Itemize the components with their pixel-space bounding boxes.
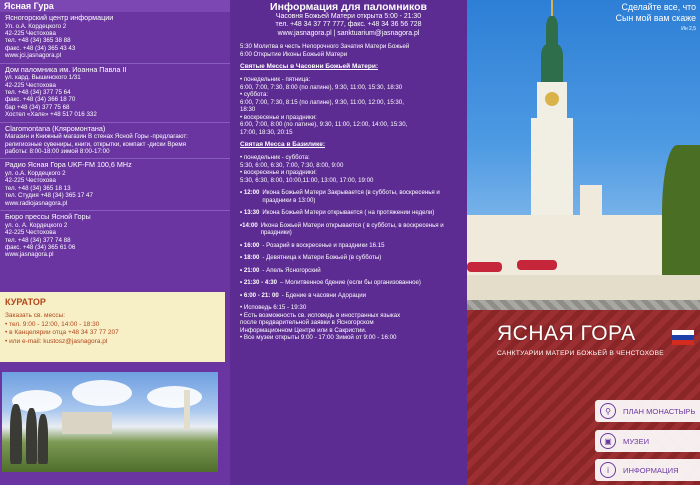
schedule-item <box>230 222 467 237</box>
footer-line: после предварительной заявки в Ясногорском <box>240 319 374 327</box>
flag-stripe <box>672 340 694 345</box>
museum-icon: ▣ <box>600 433 616 449</box>
footer-line: • Все музеи открыты 9:00 - 17:00 Зимой от 9:00 - 16:00 <box>240 334 397 342</box>
kurator-title: КУРАТОР <box>5 297 46 307</box>
quote-reference: Ин 2,5 <box>681 26 696 32</box>
contact-line: 42-225 Честохова <box>5 30 56 37</box>
schedule-item <box>230 189 467 204</box>
schedule-text: - Розарий в воскресенье и праздники 16.15 <box>262 241 385 249</box>
contact-line: тел. +48 (34) 377 75 64 <box>5 89 71 97</box>
intro-line: 5:30 Молитва в честь Непорочного Зачатия Матери Божьей <box>240 43 410 51</box>
tower-clock <box>545 92 559 106</box>
contact-line: ул. кард. Вышинского 1/31 <box>5 74 81 82</box>
footer-line: • Есть возможность св. исповедь в иностранных языках <box>240 311 401 319</box>
schedule-text: Икона Божьей Матери открывается ( на протяжении недели) <box>262 209 435 217</box>
contact-line: факс. +48 (34) 366 18 70 <box>5 96 76 104</box>
flower-bed <box>467 262 502 272</box>
mass-line: 17:00, 18:30, 20:15 <box>240 128 293 136</box>
statue <box>26 408 37 464</box>
statue <box>38 414 48 464</box>
contact-line: Хостел «Хале» +48 517 016 332 <box>5 111 97 119</box>
contact-link[interactable]: www.jci.jasnagora.pl <box>5 52 62 60</box>
schedule-item <box>230 209 467 217</box>
information-button[interactable] <box>595 459 700 481</box>
contact-line: тел. +48 (34) 365 18 13 <box>5 184 71 192</box>
contact-block-claromontana <box>0 123 230 156</box>
quote-line: Сделайте все, что <box>621 2 696 12</box>
mass-line: 18:30 <box>240 106 256 114</box>
schedule-item <box>230 279 467 287</box>
contact-line: тел. +48 (34) 377 74 88 <box>5 236 71 244</box>
contact-title: Ясногорский центр информации <box>5 13 114 22</box>
pilgrim-info-panel <box>230 0 467 485</box>
cloud <box>147 386 202 408</box>
contact-line: 42-225 Честохова <box>5 81 56 89</box>
contact-title: Claromontana (Кляромонтана) <box>5 123 106 133</box>
statue <box>10 404 22 464</box>
schedule-item <box>230 242 467 250</box>
button-label: ПЛАН МОНАСТЫРЬ <box>623 406 696 416</box>
schedule-time: • 21:00 <box>240 266 260 274</box>
contact-line: 42-225 Честохова <box>5 177 56 185</box>
button-label: ИНФОРМАЦИЯ <box>623 465 679 475</box>
basilica-masses-heading: Святая Месса в Базилике: <box>240 141 326 149</box>
schedule-time: • 16:00 <box>240 241 260 249</box>
tower <box>184 390 190 430</box>
cover-title: ЯСНАЯ ГОРА <box>497 322 636 345</box>
mass-line: • суббота: <box>240 91 269 99</box>
contact-block-radio <box>0 159 230 207</box>
museums-button[interactable] <box>595 430 700 452</box>
kurator-box <box>0 292 225 362</box>
contact-block-info-center <box>0 12 230 60</box>
schedule-time: • 13:30 <box>240 209 260 217</box>
left-panel <box>0 0 230 485</box>
cloud <box>72 380 132 406</box>
contact-line: религиозные сувениры, книги, открытки, компакт -диски Время <box>5 140 186 148</box>
contact-line: факс. +48 (34) 365 43 43 <box>5 44 76 52</box>
contact-line: Магазин и Книжный магазин В стенах Ясной Горы -предлагают: <box>5 133 188 141</box>
mass-line: 6:00, 7:00, 7:30, 8:00 (по латине), 9:30, 11:00, 15:30, 18:30 <box>240 83 403 91</box>
contact-line: факс. +48 (34) 365 61 06 <box>5 243 76 251</box>
kurator-line: Заказать св. мессы: <box>5 312 66 319</box>
schedule-time: • 12:00 <box>240 189 260 197</box>
contact-line: бар +48 (34) 377 75 68 <box>5 103 70 111</box>
mass-line: • воскресенье и праздники: <box>240 169 317 177</box>
schedule-text: - Апель Ясногорский <box>262 266 321 274</box>
location-pin-icon: ⚲ <box>600 403 616 419</box>
schedule-time: • 6:00 - 21: 00 <box>240 291 279 299</box>
contact-link[interactable]: www.radiojasnagora.pl <box>5 199 68 207</box>
schedule-text: - Девятница к Матери Божьей (в субботы) <box>262 254 382 262</box>
contact-block-pilgrim-house <box>0 64 230 119</box>
contact-line: работы: 8:00-18:00 зимой 8:00-17:00 <box>5 148 110 156</box>
schedule-item <box>230 267 467 275</box>
schedule-text: Икона Божьей Матери открывается ( в субботы, в воскресенья и праздники) <box>260 221 444 237</box>
website-email[interactable]: www.jasnagora.pl | sanktuarium@jasnagora.pl <box>277 29 420 37</box>
left-header: Ясная Гура <box>0 0 230 12</box>
schedule-item <box>230 292 467 300</box>
contact-line: Ул. о.А. Кордецкого 2 <box>5 22 67 30</box>
contact-block-press <box>0 211 230 259</box>
spire-middle <box>541 44 563 84</box>
kurator-line: • в Канцелярии отца +48 34 37 77 207 <box>5 329 119 337</box>
monastery-square-photo <box>2 372 218 472</box>
footer-line: Информационном Центре или в Сакристии. <box>240 326 367 334</box>
spire-top <box>546 16 558 46</box>
mass-line: • понедельник - суббота: <box>240 154 310 162</box>
mass-line: • воскресенье и праздники: <box>240 113 317 121</box>
schedule-item <box>230 254 467 262</box>
contact-line: тел. Студия +48 (34) 365 17 47 <box>5 192 93 200</box>
schedule-text: - Бдение в часовни Адорации <box>281 291 367 299</box>
mass-line: • понедельник - пятница: <box>240 76 311 84</box>
cover-subtitle: САНКТУАРИИ МАТЕРИ БОЖЬЕЙ В ЧЕНСТОХОВЕ <box>497 350 664 357</box>
kurator-line: • тел. 9:00 - 12:00, 14:00 - 18:30 <box>5 320 100 328</box>
flower-bed <box>517 260 557 270</box>
scripture-quote <box>616 2 696 35</box>
chapel-masses-heading: Святые Мессы в Часовни Божьей Матери: <box>240 63 378 71</box>
contact-line: ул. о. А. Кордецкого 2 <box>5 221 68 229</box>
russian-flag-icon <box>672 330 694 345</box>
button-label: МУЗЕИ <box>623 436 650 446</box>
building <box>62 412 112 434</box>
intro-line: 6:00 Открытие Иконы Божьей Матери <box>240 50 348 58</box>
chapel-hours: Часовня Божьей Матери открыта 5:00 - 21:30 <box>275 13 422 20</box>
gate-pillar <box>580 185 602 280</box>
contact-title: Дом паломника им. Иоанна Павла II <box>5 64 127 74</box>
cover-panel <box>467 0 700 485</box>
monastery-plan-button[interactable] <box>595 400 700 422</box>
schedule-text: – Молитвенное бдение (если бы организованное) <box>280 279 421 287</box>
quote-line: Сын мой вам скаже <box>615 13 696 23</box>
mass-line: 6:00, 7:00, 8:00 (по латине), 9:30, 11:00, 12:00, 14:00, 15:30, <box>240 121 408 129</box>
contact-line: тел. +48 (34) 365 38 88 <box>5 37 71 45</box>
kurator-email[interactable]: • или e-mail: kustosz@jasnagora.pl <box>5 337 108 345</box>
contact-link[interactable]: www.jasnagora.pl <box>5 251 54 259</box>
schedule-time: • 21:30 - 4:30 <box>240 279 278 287</box>
schedule-time: •14:00 <box>240 221 258 229</box>
mass-line: 5:30, 6:30, 8:00, 10:00,11:00, 13:00, 17:00, 19:00 <box>240 176 374 184</box>
mass-line: 6:00, 7:00, 7:30, 8:15 (по латине), 9:30, 11:00, 12:00, 15:30, <box>240 98 404 106</box>
schedule-time: • 18:00 <box>240 254 260 262</box>
contact-title: Бюро прессы Ясной Горы <box>5 212 91 222</box>
info-icon: i <box>600 462 616 478</box>
mass-line: 5:30, 6:00, 6:30, 7:00, 7:30, 8:00, 9:00 <box>240 161 344 169</box>
phone-fax: тел. +48 34 37 77 777, факс. +48 34 36 56 728 <box>275 21 422 29</box>
daily-schedule <box>230 189 467 299</box>
schedule-text: Икона Божьей Матери Закрывается (в субботы, воскресенья и праздники в 13:00) <box>262 189 440 204</box>
pilgrim-info-title: Информация для паломников <box>270 1 427 13</box>
footer-line: • Исповедь 6:15 - 19:30 <box>240 304 307 312</box>
contact-line: 42-225 Честохова <box>5 229 56 237</box>
contact-title: Радио Ясная Гора UKF-FM 100,6 MHz <box>5 160 132 170</box>
contact-line: ул. о.А. Кордецкого 2 <box>5 170 66 178</box>
